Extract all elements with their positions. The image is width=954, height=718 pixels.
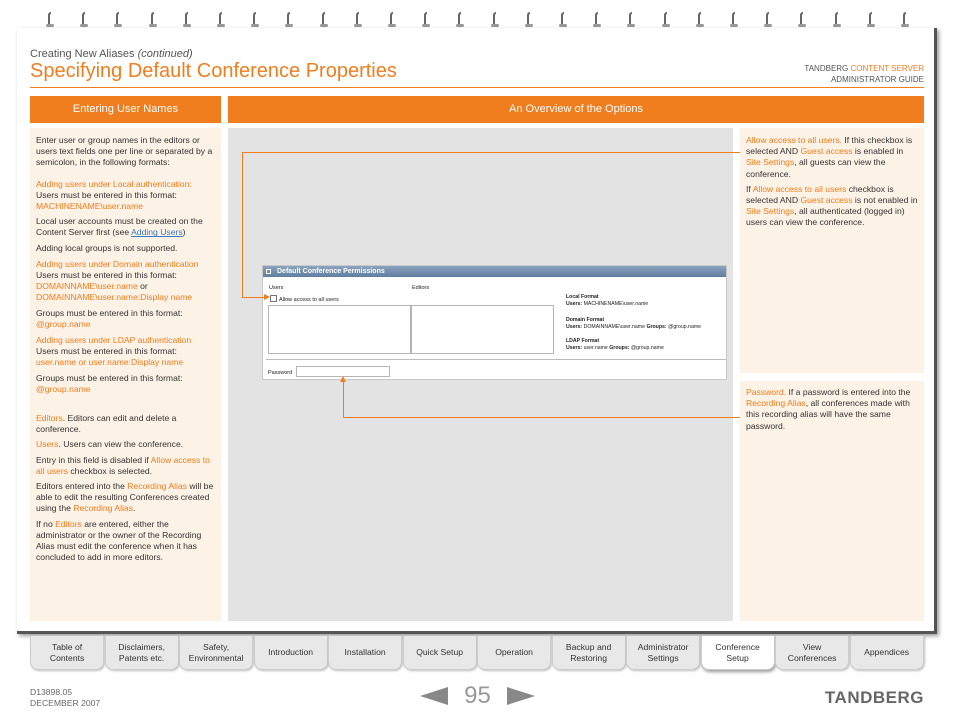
binder-ring xyxy=(183,12,191,28)
users-textarea[interactable] xyxy=(268,305,411,354)
local-auth-line: Users must be entered in this format: xyxy=(36,189,177,200)
pager xyxy=(420,682,535,710)
permissions-dialog xyxy=(262,265,727,380)
brand-guide: ADMINISTRATOR GUIDE xyxy=(830,75,924,84)
allow-all-checkbox[interactable] xyxy=(270,295,277,302)
chapter-tabs xyxy=(30,636,924,670)
left-text-panel xyxy=(30,128,221,621)
no-editors-note: If no Editors are entered, either the administrator or the owner of the Recording Alias must edit the conference when it has concluded to add in more editors. xyxy=(36,518,202,563)
brand-header xyxy=(804,63,924,85)
callout-line-password-vertical xyxy=(343,381,344,417)
tab-administrator-settings[interactable]: Administrator Settings xyxy=(626,636,700,670)
binder-ring xyxy=(764,12,772,28)
local-groups-note: Adding local groups is not supported. xyxy=(36,242,178,253)
domain-auth-heading: Adding users under Domain authentication xyxy=(36,258,199,269)
collapse-icon[interactable] xyxy=(266,269,271,274)
password-box xyxy=(740,381,924,621)
tab-introduction[interactable]: Introduction xyxy=(254,636,328,670)
binder-ring xyxy=(46,12,54,28)
intro-text: Enter user or group names in the editors or users text fields one per line or separated by a semicolon, in the following formats: xyxy=(36,135,213,168)
binder-ring xyxy=(354,12,362,28)
password-para: Password. If a password is entered into the Recording Alias, all conferences made with this recording alias will have the same password. xyxy=(746,387,911,431)
binder-ring xyxy=(627,12,635,28)
local-auth-heading: Adding users under Local authentication: xyxy=(36,178,192,189)
binder-ring xyxy=(593,12,601,28)
adding-users-link[interactable]: Adding Users xyxy=(131,227,183,238)
brand-company: TANDBERG xyxy=(804,64,851,73)
binder-ring xyxy=(491,12,499,28)
local-auth-note: Local user accounts must be created on the Content Server first (see Adding Users) xyxy=(36,216,203,238)
binder-ring xyxy=(798,12,806,28)
binder-ring xyxy=(730,12,738,28)
ldap-auth-format: user.name or user.name:Display name xyxy=(36,357,184,368)
binder-ring xyxy=(114,12,122,28)
right-text-panel xyxy=(740,128,924,621)
binder-ring xyxy=(422,12,430,28)
binder-ring xyxy=(217,12,225,28)
binder-ring xyxy=(525,12,533,28)
page-title: Specifying Default Conference Properties xyxy=(30,60,397,82)
allow-access-para1: Allow access to all users. If this checkbox is selected AND Guest access is enabled in Site Settings, all guests can view the conference. xyxy=(746,135,913,179)
tab-conference-setup[interactable]: Conference Setup xyxy=(701,636,775,670)
binder-ring xyxy=(80,12,88,28)
allow-all-label: Allow access to all users xyxy=(279,297,339,303)
binder-ring xyxy=(901,12,909,28)
dialog-title: Default Conference Permissions xyxy=(277,268,385,275)
callout-line-password-horizontal xyxy=(343,417,740,418)
local-auth-format: MACHINENAME\user.name xyxy=(36,201,143,212)
allow-access-box xyxy=(740,128,924,373)
right-section-bar: An Overview of the Options xyxy=(228,96,924,123)
callout-line-allow-vertical xyxy=(242,152,243,297)
users-definition: Users. Users can view the conference. xyxy=(36,439,184,450)
tab-quick-setup[interactable]: Quick Setup xyxy=(403,636,477,670)
allow-access-para2: If Allow access to all users checkbox is selected AND Guest access is not enabled in Site Settings, all authenticated (logged in) users can view the conference. xyxy=(746,183,918,228)
document-info xyxy=(30,687,100,709)
binder-ring xyxy=(320,12,328,28)
binder-ring xyxy=(559,12,567,28)
recording-alias-note: Editors entered into the Recording Alias will be able to edit the resulting Conferences created using the Recording Alias. xyxy=(36,481,214,514)
password-label: Password xyxy=(268,370,293,376)
domain-auth-format: DOMAINNAME\user.name or DOMAINNAME\user.name:Display name xyxy=(36,281,193,303)
editors-label: Editors xyxy=(412,285,430,291)
callout-line-allow-top xyxy=(242,152,740,153)
previous-page-arrow-icon[interactable] xyxy=(420,687,448,705)
tandberg-logo: TANDBERG xyxy=(824,688,924,707)
domain-group-format: @group.name xyxy=(36,318,91,329)
binder-rings xyxy=(0,0,954,30)
left-section-bar: Entering User Names xyxy=(30,96,221,123)
brand-product: CONTENT SERVER xyxy=(850,64,924,73)
document-id: D13898.05 xyxy=(30,687,73,697)
domain-groups-line: Groups must be entered in this format: xyxy=(36,307,183,318)
tab-installation[interactable]: Installation xyxy=(328,636,402,670)
dialog-separator xyxy=(266,359,726,360)
tab-table-of-contents[interactable]: Table of Contents xyxy=(30,636,104,670)
binder-ring xyxy=(285,12,293,28)
domain-format-hint: Domain Format Users: DOMAINNAME\user.name Groups: @group.name xyxy=(566,317,702,330)
binder-ring xyxy=(251,12,259,28)
page-number: 95 xyxy=(464,682,491,709)
domain-auth-line: Users must be entered in this format: xyxy=(36,270,177,281)
tab-safety[interactable]: Safety, Environmental xyxy=(179,636,253,670)
header-rule xyxy=(30,87,924,88)
binder-ring xyxy=(149,12,157,28)
binder-ring xyxy=(662,12,670,28)
callout-arrow-allow xyxy=(264,294,270,300)
tab-appendices[interactable]: Appendices xyxy=(850,636,924,670)
tab-backup-restoring[interactable]: Backup and Restoring xyxy=(552,636,626,670)
ldap-format-hint: LDAP Format Users: user.name Groups: @group.name xyxy=(566,338,664,351)
ldap-groups-line: Groups must be entered in this format: xyxy=(36,372,183,383)
users-label: Users xyxy=(269,285,284,291)
document-date: DECEMBER 2007 xyxy=(30,698,101,708)
section-breadcrumb xyxy=(30,48,193,60)
tab-view-conferences[interactable]: View Conferences xyxy=(775,636,849,670)
editors-textarea[interactable] xyxy=(411,305,554,354)
binder-ring xyxy=(696,12,704,28)
next-page-arrow-icon[interactable] xyxy=(507,687,535,705)
section-name: Creating New Aliases xyxy=(30,48,135,60)
ldap-group-format: @group.name xyxy=(36,383,91,394)
dialog-titlebar xyxy=(263,266,726,277)
binder-ring xyxy=(867,12,875,28)
ldap-auth-heading: Adding users under LDAP authentication xyxy=(36,335,192,346)
editors-definition: Editors. Editors can edit and delete a conference. xyxy=(36,413,177,435)
callout-line-allow-bottom xyxy=(242,297,264,298)
ldap-auth-line: Users must be entered in this format: xyxy=(36,346,177,357)
binder-ring xyxy=(388,12,396,28)
tab-disclaimers[interactable]: Disclaimers, Patents etc. xyxy=(105,636,179,670)
section-suffix: (continued) xyxy=(137,48,193,60)
binder-ring xyxy=(456,12,464,28)
local-format-hint: Local Format Users: MACHINENAME\user.name xyxy=(566,294,649,307)
disabled-note: Entry in this field is disabled if Allow access to all users checkbox is selected. xyxy=(36,454,210,476)
binder-ring xyxy=(833,12,841,28)
tab-operation[interactable]: Operation xyxy=(477,636,551,670)
